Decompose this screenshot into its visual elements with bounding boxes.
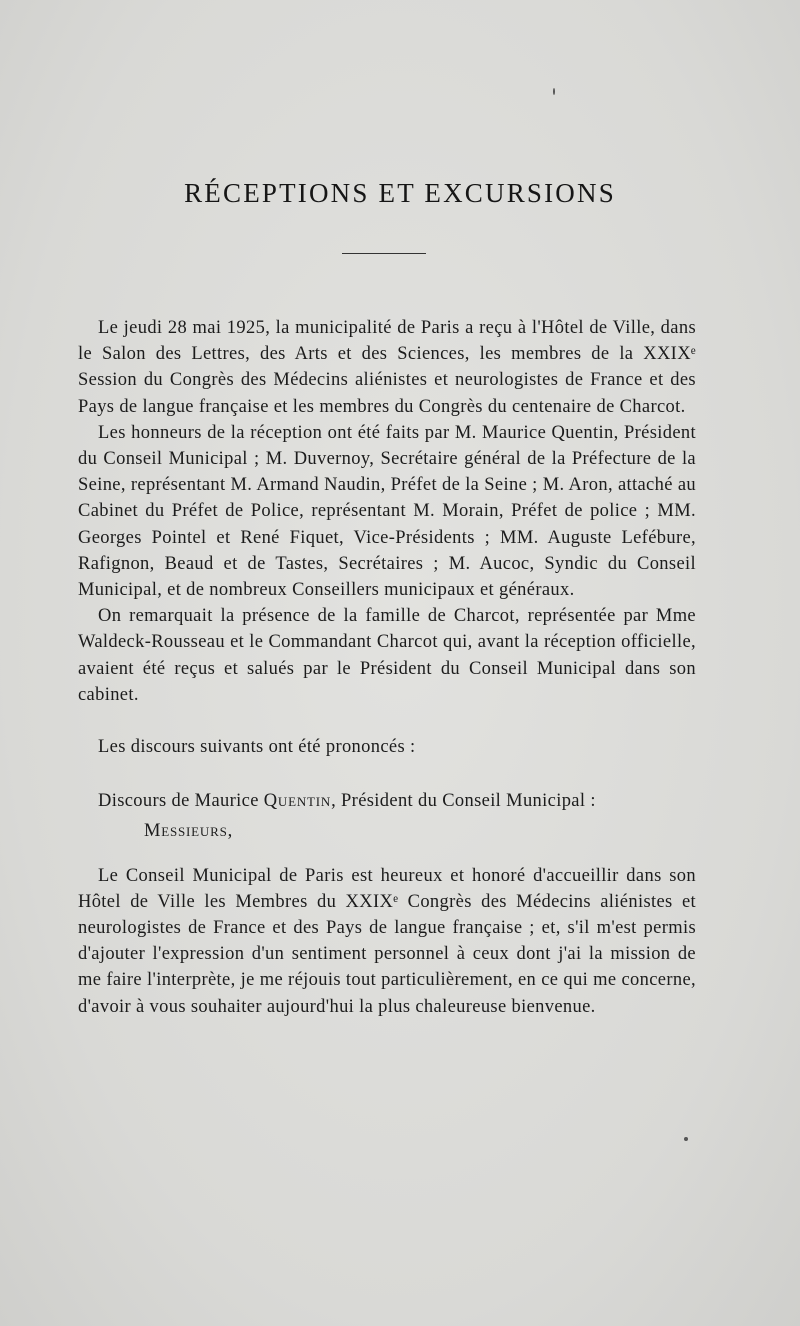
paragraph-honors: Les honneurs de la réception ont été faits par M. Maurice Quentin, Président du Conseil Municipal ; M. Duvernoy, Secrétaire général de la Préfecture de la Seine, représentant M. Armand Naudin, Préfet de la Seine ; M. Aron, attaché au Cabinet du Préfet de Police, représentant M. Morain, Préfet de police ; MM. Georges Pointel et René Fiquet, Vice-Présidents ; MM. Auguste Lefébure, Rafignon, Beaud et de Tastes, Secrétaires ; M. Aucoc, Syndic du Conseil Municipal, et de nombreux Conseillers municipaux et généraux. [78, 422, 696, 601]
paragraph-speech-heading [78, 788, 696, 814]
speaker-name: Quentin [263, 791, 332, 812]
title-divider [342, 253, 426, 254]
paragraph-charcot-family: On remarquait la présence de la famille de Charcot, représentée par Mme Waldeck-Rousseau et le Commandant Charcot qui, avant la réception officielle, avaient été reçus et salués par le Président du Conseil Municipal dans son cabinet. [78, 606, 696, 705]
page-title: RÉCEPTIONS ET EXCURSIONS [184, 178, 616, 208]
speech-heading-prefix: Discours de Maurice [98, 791, 264, 812]
speech-heading-suffix: , Président du Conseil Municipal : [331, 791, 596, 812]
paragraph-speech-text: Le Conseil Municipal de Paris est heureux et honoré d'accueillir dans son Hôtel de Ville les Membres du XXIXᵉ Congrès des Médecins aliénistes et neurologistes de France et des Pays de langue française ; et, s'il m'est permis d'ajouter l'expression d'un sentiment personnel à ceux dont j'ai la mission de me faire l'interprète, je me réjouis tout particulièrement, en ce qui me concerne, d'avoir à vous souhaiter aujourd'hui la plus chaleureuse bienvenue. [78, 865, 696, 1017]
paragraph-speeches-intro: Les discours suivants ont été prononcés : [98, 737, 416, 758]
paper-speck [553, 88, 555, 95]
paper-speck [684, 1137, 688, 1141]
document-body [78, 315, 696, 1020]
paragraph-reception-intro: Le jeudi 28 mai 1925, la municipalité de Paris a reçu à l'Hôtel de Ville, dans le Salon des Lettres, des Arts et des Sciences, les membres de la XXIXᵉ Session du Congrès des Médecins aliénistes et neurologistes de France et des Pays de langue française et les membres du Congrès du centenaire de Charcot. [78, 318, 696, 417]
salutation: Messieurs, [144, 821, 234, 842]
